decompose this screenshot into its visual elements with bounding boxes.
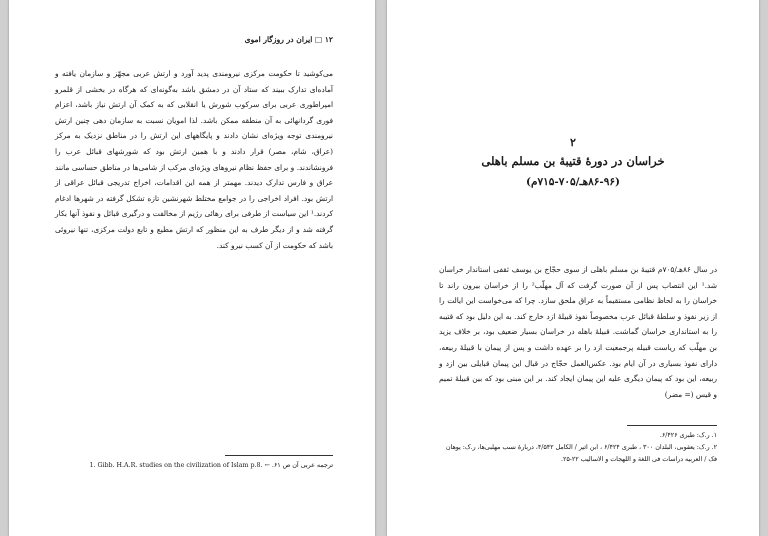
footnote-reference: 1. Gibb. H.A.R. studies on the civilization of Islam p.8. <box>89 462 263 469</box>
footnote-2: ۲. ر.ک: یعقوبی، البلدان ۳۰۰ ، طبری ۶/۴۲۴ ، ابن اثیر / الکامل ۴/۵۴۲، دربارۀ نسب مهلبی‌ها، ر.ک: یوهان فک / العربیه دراسات فی اللغة و اللهجات و الاسالیب ۲۲-۲۵. <box>445 444 717 463</box>
footnote-divider <box>627 425 717 426</box>
footnote-label: ترجمه عربی آن ص ۶۱. ← <box>264 462 333 469</box>
right-paragraph: در سال ۸۶هـ/۷۰۵م قتیبۀ بن مسلم باهلی از سوی حجّاج بن یوسف ثقفی استاندار خراسان شد.¹ این انتصاب پس از آن صورت گرفت که آل مهلّب² را از خراسان بیرون راند تا خراسان را به لحاظ نظامی مستقیماً به عراق ملحق سازد. چرا که می‌خواست این ایالت را از زیر نفوذ و سلطۀ قبائل عرب مخصوصاً نفوذ قبیلۀ ازد خارج کند. به این دلیل بود که قتیبه را به استانداری خراسان گماشت. قبیلۀ باهله در خراسان بسیار ضعیف بود، بر خلاف یزید بن مهلّب که ریاست قبیله پرجمعیت ازد را بر عهده داشت و پس از پیمان با قبیلۀ ربیعه، دارای نفوذ بسیاری در آن ایام بود. عکس‌العمل حجّاج در قبال این پیمان قبایلی بین ازد و ربیعه، این بود که پیمان دیگری علیه این پیمان ایجاد کند. بر این مبنی بود که بین قبیلۀ تمیم و قیس (= مضر) <box>439 265 717 399</box>
right-body-text <box>439 262 717 402</box>
left-page <box>9 0 375 536</box>
footnote-1: ۱. ر.ک: طبری ۶/۴۲۶. <box>659 432 717 439</box>
chapter-dates: (۸۶-۹۶هـ/۷۰۵-۷۱۵م) <box>525 176 621 188</box>
right-footnotes <box>439 430 717 466</box>
running-head: ۱۲ □ ایران در روزگار اموی <box>244 35 333 44</box>
left-footnotes <box>55 460 333 472</box>
right-page <box>387 0 759 536</box>
chapter-title: خراسان در دورۀ قتیبۀ بن مسلم باهلی <box>481 154 665 168</box>
footnote-line <box>55 460 333 472</box>
left-paragraph: می‌کوشید تا حکومت مرکزی نیرومندی پدید آورد و ارتش عربی مجهّز و سازمان یافته و آماده‌ای تدارک ببیند که ستاد آن در دمشق باشد به‌گونه‌ای که هرگاه در بخشی از قلمرو امپراطوری عربی برای سرکوب شورش یا انقلابی که به کمک آن ارتش نیاز باشد، اعزام فوری گردانهائی به آن منطقه ممکن باشد. لذا امویان نسبت به سازمان دهی چنین ارتش نیرومندی توجه ویژه‌ای نشان دادند و پایگاههای این ارتش را در مناطق نزدیک به مرکز (عراق، شام، مصر) قرار دادند و با همین ارتش بود که شورشهای قبائل عرب را فرونشاندند. و برای حفظ نظام نیروهای ویژه‌ای مرکب از شامی‌ها در مناطق حساسی مانند عراق و فارس تدارک دیدند. مهمتر از همه این اقدامات، اخراج تدریجی قبائل عراقی از ارتش بود. افراد اخراجی را در جوامع مختلط شهرنشین تازه تشکل گرفته در شهرها ادغام کردند.¹ این سیاست از طرفی برای رهائی رژیم از مخالفت و درگیری قبائل و نفوذ آنها بکار گرفته شد و از دیگر طرف به این منظور که ارتش مطیع و تابع دولت مرکزی، تنها نیروئی باشد که حکومت از آن کسب نیرو کند. <box>55 69 333 250</box>
footnote-divider <box>225 455 333 456</box>
left-body-text <box>55 66 333 253</box>
chapter-number: ۲ <box>570 136 576 149</box>
